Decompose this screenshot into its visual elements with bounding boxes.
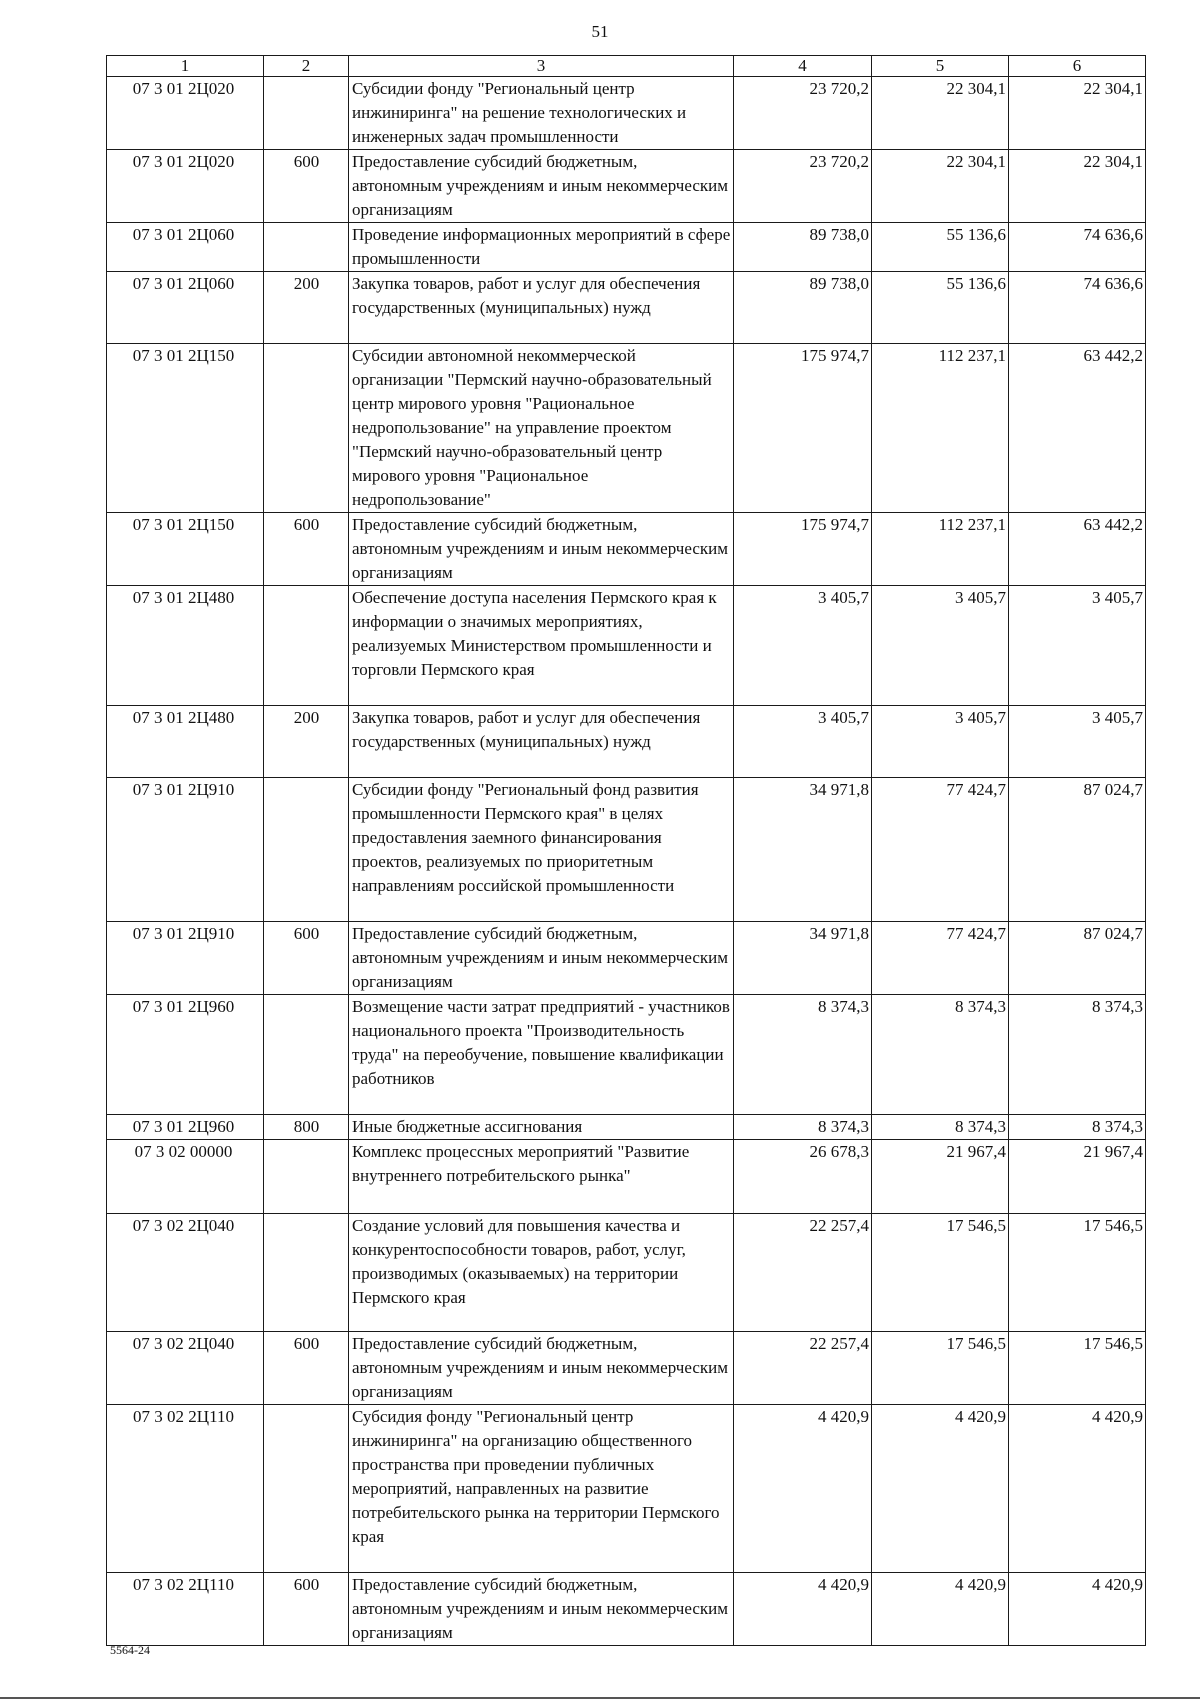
- table-row: [107, 922, 1146, 995]
- table-row: [107, 1140, 1146, 1214]
- row-value-col5: 22 304,1: [872, 77, 1009, 150]
- row-description: Предоставление субсидий бюджетным, автономным учреждениям и иным некоммерческим организациям: [349, 922, 734, 995]
- row-description: Предоставление субсидий бюджетным, автономным учреждениям и иным некоммерческим организациям: [349, 513, 734, 586]
- row-description: Комплекс процессных мероприятий "Развитие внутреннего потребительского рынка": [349, 1140, 734, 1214]
- row-description: Предоставление субсидий бюджетным, автономным учреждениям и иным некоммерческим организациям: [349, 1332, 734, 1405]
- row-code: 07 3 01 2Ц150: [107, 513, 264, 586]
- row-value-col6: 87 024,7: [1009, 778, 1146, 922]
- row-value-col6: 21 967,4: [1009, 1140, 1146, 1214]
- row-description: Создание условий для повышения качества и конкурентоспособности товаров, работ, услуг, производимых (оказываемых) на территории Пермского края: [349, 1214, 734, 1332]
- row-description: Обеспечение доступа населения Пермского края к информации о значимых мероприятиях, реализуемых Министерством промышленности и торговли Пермского края: [349, 586, 734, 706]
- row-value-col5: 8 374,3: [872, 1115, 1009, 1140]
- row-code: 07 3 01 2Ц960: [107, 1115, 264, 1140]
- row-value-col4: 8 374,3: [734, 1115, 872, 1140]
- row-value-col4: 4 420,9: [734, 1573, 872, 1646]
- row-code: 07 3 02 2Ц110: [107, 1405, 264, 1573]
- row-code: 07 3 02 2Ц040: [107, 1214, 264, 1332]
- header-col-5: 5: [872, 56, 1009, 77]
- budget-table: [106, 55, 1146, 1646]
- row-expense-type: 200: [264, 706, 349, 778]
- row-value-col4: 34 971,8: [734, 922, 872, 995]
- table-row: [107, 1115, 1146, 1140]
- row-expense-type: [264, 1405, 349, 1573]
- row-code: 07 3 01 2Ц910: [107, 922, 264, 995]
- row-code: 07 3 02 00000: [107, 1140, 264, 1214]
- table-row: [107, 513, 1146, 586]
- table-row: [107, 1573, 1146, 1646]
- header-col-4: 4: [734, 56, 872, 77]
- row-expense-type: 600: [264, 922, 349, 995]
- row-description: Предоставление субсидий бюджетным, автономным учреждениям и иным некоммерческим организациям: [349, 1573, 734, 1646]
- table-row: [107, 778, 1146, 922]
- row-value-col6: 8 374,3: [1009, 1115, 1146, 1140]
- table-row: [107, 1332, 1146, 1405]
- row-expense-type: [264, 586, 349, 706]
- row-description: Субсидии фонду "Региональный фонд развития промышленности Пермского края" в целях предоставления заемного финансирования проектов, реализуемых по приоритетным направлениям российской промышленности: [349, 778, 734, 922]
- row-value-col6: 74 636,6: [1009, 272, 1146, 344]
- row-code: 07 3 01 2Ц480: [107, 586, 264, 706]
- row-code: 07 3 01 2Ц020: [107, 150, 264, 223]
- row-description: Субсидии автономной некоммерческой организации "Пермский научно-образовательный центр мирового уровня "Рациональное недропользование" на управление проектом "Пермский научно-образовательный центр мирового уровня "Рациональное недропользование": [349, 344, 734, 513]
- row-code: 07 3 02 2Ц040: [107, 1332, 264, 1405]
- row-value-col5: 8 374,3: [872, 995, 1009, 1115]
- row-value-col6: 63 442,2: [1009, 344, 1146, 513]
- row-value-col4: 22 257,4: [734, 1332, 872, 1405]
- row-code: 07 3 01 2Ц060: [107, 272, 264, 344]
- header-col-6: 6: [1009, 56, 1146, 77]
- row-value-col6: 3 405,7: [1009, 706, 1146, 778]
- header-col-3: 3: [349, 56, 734, 77]
- scan-edge-divider: [0, 1697, 1200, 1699]
- row-value-col6: 22 304,1: [1009, 77, 1146, 150]
- row-value-col4: 23 720,2: [734, 150, 872, 223]
- row-code: 07 3 01 2Ц910: [107, 778, 264, 922]
- row-description: Закупка товаров, работ и услуг для обеспечения государственных (муниципальных) нужд: [349, 706, 734, 778]
- row-value-col5: 3 405,7: [872, 706, 1009, 778]
- row-value-col4: 3 405,7: [734, 706, 872, 778]
- row-value-col4: 34 971,8: [734, 778, 872, 922]
- row-value-col5: 21 967,4: [872, 1140, 1009, 1214]
- row-code: 07 3 01 2Ц150: [107, 344, 264, 513]
- row-value-col6: 74 636,6: [1009, 223, 1146, 272]
- row-code: 07 3 01 2Ц960: [107, 995, 264, 1115]
- row-value-col4: 8 374,3: [734, 995, 872, 1115]
- row-code: 07 3 01 2Ц060: [107, 223, 264, 272]
- row-value-col5: 55 136,6: [872, 223, 1009, 272]
- table-row: [107, 223, 1146, 272]
- row-expense-type: [264, 77, 349, 150]
- row-value-col4: 175 974,7: [734, 344, 872, 513]
- row-expense-type: 600: [264, 1332, 349, 1405]
- row-expense-type: [264, 995, 349, 1115]
- row-value-col6: 63 442,2: [1009, 513, 1146, 586]
- row-value-col4: 23 720,2: [734, 77, 872, 150]
- table-row: [107, 1214, 1146, 1332]
- row-expense-type: [264, 1140, 349, 1214]
- row-value-col4: 26 678,3: [734, 1140, 872, 1214]
- row-code: 07 3 01 2Ц480: [107, 706, 264, 778]
- row-value-col5: 22 304,1: [872, 150, 1009, 223]
- row-description: Проведение информационных мероприятий в сфере промышленности: [349, 223, 734, 272]
- row-value-col5: 77 424,7: [872, 778, 1009, 922]
- row-value-col5: 17 546,5: [872, 1332, 1009, 1405]
- row-value-col6: 17 546,5: [1009, 1214, 1146, 1332]
- row-value-col6: 3 405,7: [1009, 586, 1146, 706]
- row-value-col4: 4 420,9: [734, 1405, 872, 1573]
- table-row: [107, 995, 1146, 1115]
- row-value-col4: 3 405,7: [734, 586, 872, 706]
- row-expense-type: 800: [264, 1115, 349, 1140]
- row-value-col4: 89 738,0: [734, 223, 872, 272]
- row-code: 07 3 01 2Ц020: [107, 77, 264, 150]
- row-code: 07 3 02 2Ц110: [107, 1573, 264, 1646]
- page-number: 51: [591, 22, 609, 41]
- table-row: [107, 1405, 1146, 1573]
- row-value-col5: 55 136,6: [872, 272, 1009, 344]
- row-value-col5: 4 420,9: [872, 1573, 1009, 1646]
- row-description: Иные бюджетные ассигнования: [349, 1115, 734, 1140]
- row-value-col4: 175 974,7: [734, 513, 872, 586]
- row-expense-type: 200: [264, 272, 349, 344]
- row-value-col5: 77 424,7: [872, 922, 1009, 995]
- budget-table-container: [106, 55, 1145, 1646]
- row-expense-type: [264, 1214, 349, 1332]
- row-description: Предоставление субсидий бюджетным, автономным учреждениям и иным некоммерческим организациям: [349, 150, 734, 223]
- row-expense-type: 600: [264, 150, 349, 223]
- row-value-col6: 4 420,9: [1009, 1405, 1146, 1573]
- row-value-col6: 87 024,7: [1009, 922, 1146, 995]
- row-expense-type: [264, 778, 349, 922]
- row-value-col5: 112 237,1: [872, 513, 1009, 586]
- row-value-col5: 17 546,5: [872, 1214, 1009, 1332]
- row-value-col4: 89 738,0: [734, 272, 872, 344]
- row-value-col6: 17 546,5: [1009, 1332, 1146, 1405]
- table-row: [107, 77, 1146, 150]
- row-description: Субсидия фонду "Региональный центр инжиниринга" на организацию общественного пространства при проведении публичных мероприятий, направленных на развитие потребительского рынка на территории Пермского края: [349, 1405, 734, 1573]
- document-footer-code: 5564-24: [110, 1643, 150, 1657]
- row-description: Закупка товаров, работ и услуг для обеспечения государственных (муниципальных) нужд: [349, 272, 734, 344]
- row-expense-type: 600: [264, 1573, 349, 1646]
- row-value-col6: 22 304,1: [1009, 150, 1146, 223]
- table-row: [107, 272, 1146, 344]
- row-value-col5: 112 237,1: [872, 344, 1009, 513]
- table-row: [107, 706, 1146, 778]
- table-row: [107, 344, 1146, 513]
- row-value-col6: 8 374,3: [1009, 995, 1146, 1115]
- row-value-col6: 4 420,9: [1009, 1573, 1146, 1646]
- row-value-col5: 4 420,9: [872, 1405, 1009, 1573]
- row-expense-type: 600: [264, 513, 349, 586]
- row-value-col5: 3 405,7: [872, 586, 1009, 706]
- row-value-col4: 22 257,4: [734, 1214, 872, 1332]
- row-description: Возмещение части затрат предприятий - участников национального проекта "Производительность труда" на переобучение, повышение квалификации работников: [349, 995, 734, 1115]
- row-expense-type: [264, 223, 349, 272]
- table-row: [107, 586, 1146, 706]
- header-col-1: 1: [107, 56, 264, 77]
- header-col-2: 2: [264, 56, 349, 77]
- table-row: [107, 150, 1146, 223]
- header-row: [107, 56, 1146, 77]
- row-description: Субсидии фонду "Региональный центр инжиниринга" на решение технологических и инженерных задач промышленности: [349, 77, 734, 150]
- row-expense-type: [264, 344, 349, 513]
